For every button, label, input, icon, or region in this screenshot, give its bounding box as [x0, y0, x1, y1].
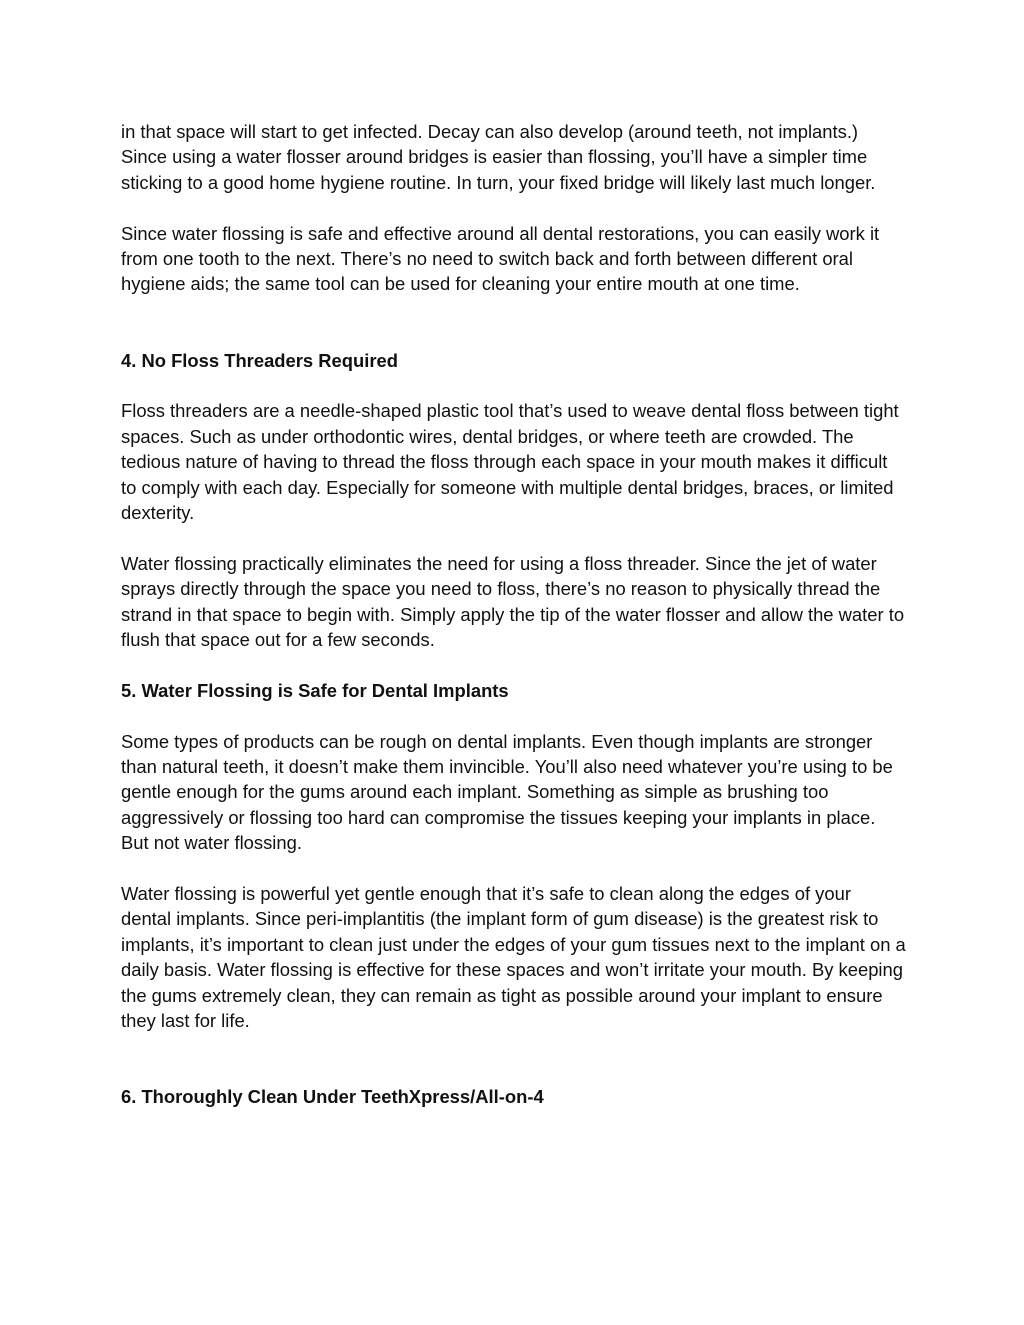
paragraph-gentle-on-implants: Water flossing is powerful yet gentle enough that it’s safe to clean along the edges of your dental implants. Since peri-implantitis (the implant form of gum disease) is the greatest risk to implants, it’s important to clean just under the edges of your gum tissues next to the implant on a daily basis. Water flossing is effective for these spaces and won’t irritate your mouth. By keeping the gums extremely clean, they can remain as tight as possible around your implant to ensure they last for life.: [121, 883, 906, 1032]
paragraph-spacer: [121, 373, 906, 398]
section-spacer: [121, 297, 906, 348]
paragraph-floss-threaders: Floss threaders are a needle-shaped plastic tool that’s used to weave dental floss between tight spaces. Such as under orthodontic wires, dental bridges, or where teeth are crowded. The tedious nature of having to thread the floss through each space in your mouth makes it difficult to comply with each day. Especially for someone with multiple dental bridges, braces, or limited dexterity.: [121, 400, 899, 524]
paragraph-spacer: [121, 652, 906, 677]
paragraph-spacer: [121, 856, 906, 881]
section-spacer: [121, 1034, 906, 1085]
paragraph-spacer: [121, 525, 906, 550]
paragraph-spacer: [121, 703, 906, 728]
paragraph-spacer: [121, 195, 906, 220]
paragraph-rough-on-implants: Some types of products can be rough on dental implants. Even though implants are stronger than natural teeth, it doesn’t make them invincible. You’ll also need whatever you’re using to be gentle enough for the gums around each implant. Something as simple as brushing too aggressively or flossing too hard can compromise the tissues keeping your implants in place. But not water flossing.: [121, 730, 893, 854]
heading-safe-for-implants: 5. Water Flossing is Safe for Dental Implants: [121, 679, 509, 701]
document-page: [121, 119, 906, 1110]
heading-no-floss-threaders: 4. No Floss Threaders Required: [121, 349, 398, 371]
paragraph-eliminates-threader: Water flossing practically eliminates the need for using a floss threader. Since the jet of water sprays directly through the space you need to floss, there’s no reason to physically thread the strand in that space to begin with. Simply apply the tip of the water flosser and allow the water to flush that space out for a few seconds.: [121, 552, 905, 651]
paragraph-restorations: Since water flossing is safe and effective around all dental restorations, you can easily work it from one tooth to the next. There’s no need to switch back and forth between different oral hygiene aids; the same tool can be used for cleaning your entire mouth at one time.: [121, 222, 880, 295]
paragraph-bridge-hygiene: in that space will start to get infected. Decay can also develop (around teeth, not implants.) Since using a water flosser around bridges is easier than flossing, you’ll have a simpler time sticking to a good home hygiene routine. In turn, your fixed bridge will likely last much longer.: [121, 121, 876, 193]
heading-teethxpress: 6. Thoroughly Clean Under TeethXpress/All-on-4: [121, 1086, 544, 1108]
